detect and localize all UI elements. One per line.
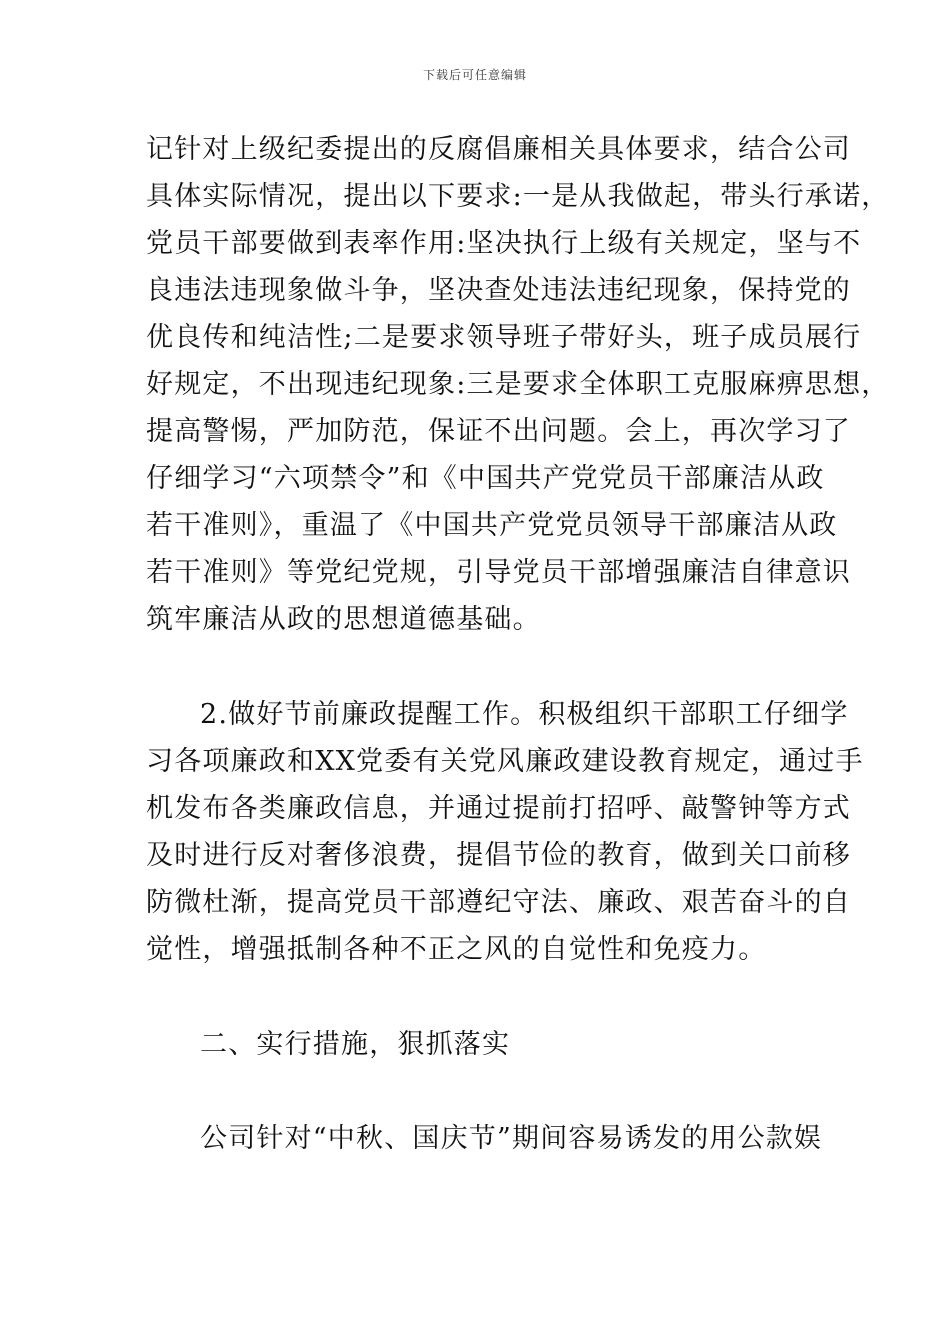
text-line: 仔细学习“六项禁令”和《中国共产党党员干部廉洁从政 — [146, 463, 825, 494]
text-line: 若干准则》，重温了《中国共产党党员领导干部廉洁从政 — [146, 510, 838, 541]
heading-line: 二、实行措施，狠抓落实 — [200, 1029, 511, 1060]
text-line: 记针对上级纪委提出的反腐倡廉相关具体要求，结合公司 — [146, 134, 851, 165]
text-line: 习各项廉政和XX党委有关党风廉政建设教育规定，通过手 — [146, 746, 864, 777]
section-heading — [146, 1021, 816, 1068]
text-line: 党员干部要做到表率作用:坚决执行上级有关规定，坚与不 — [146, 228, 862, 259]
paragraph-3 — [146, 1115, 823, 1162]
paragraph-2 — [146, 691, 864, 973]
paragraph-spacer — [146, 1068, 816, 1115]
text-line: 防微杜渐，提高党员干部遵纪守法、廉政、艰苦奋斗的自 — [146, 887, 851, 918]
text-line: 提高警惕，严加防范，保证不出问题。会上，再次学习了 — [146, 416, 851, 447]
page-header-note: 下载后可任意编辑 — [422, 68, 527, 82]
text-line: 及时进行反对奢侈浪费，提倡节俭的教育，做到关口前移 — [146, 840, 851, 871]
text-line: 良违法违现象做斗争，坚决查处违法违纪现象，保持党的 — [146, 275, 851, 306]
text-line: 筑牢廉洁从政的思想道德基础。 — [146, 604, 541, 635]
text-line: 优良传和纯洁性;二是要求领导班子带好头，班子成员展行 — [146, 322, 862, 353]
text-line: 具体实际情况，提出以下要求:一是从我做起，带头行承诺， — [146, 181, 890, 212]
paragraph-spacer — [146, 643, 816, 691]
text-line: 机发布各类廉政信息，并通过提前打招呼、敲警钟等方式 — [146, 793, 851, 824]
text-line: 好规定，不出现违纪现象:三是要求全体职工克服麻痹思想， — [146, 369, 890, 400]
paragraph-spacer — [146, 973, 816, 1021]
text-line: 2.做好节前廉政提醒工作。积极组织干部职工仔细学 — [200, 699, 849, 730]
text-line: 若干准则》等党纪党规，引导党员干部增强廉洁自律意识 — [146, 557, 851, 588]
text-line: 觉性，增强抵制各种不正之风的自觉性和免疫力。 — [146, 934, 767, 965]
text-line: 公司针对“中秋、国庆节”期间容易诱发的用公款娱 — [200, 1123, 823, 1154]
document-body — [146, 126, 890, 1162]
paragraph-1 — [146, 126, 890, 643]
